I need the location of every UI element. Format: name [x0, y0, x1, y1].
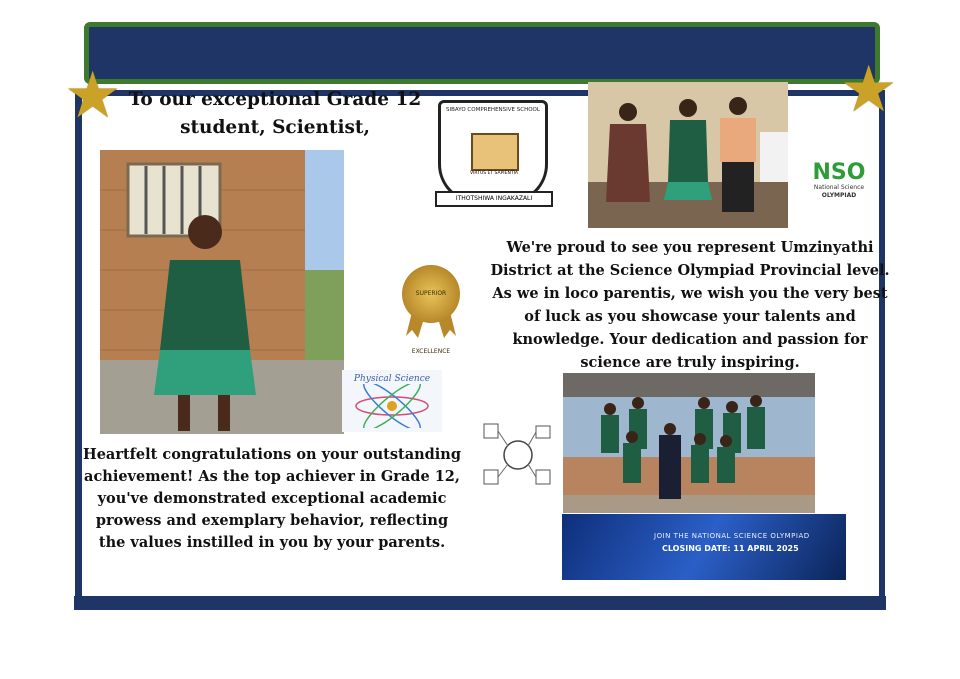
crest-motto: ITHOTSHIWA INGAKAZALI: [435, 191, 553, 207]
olympiad-logo-mark: NSO: [812, 160, 866, 185]
footer-bar: [74, 596, 886, 610]
olympiad-paragraph: We're proud to see you represent Umzinyathi District at the Science Olympiad Provincial level. As we in loco parentis, we wish you the very best of luck as you showcase your talents and knowledge. Your dedication and passion for science are truly inspiring.: [490, 239, 890, 371]
group-photo: [588, 82, 788, 228]
physical-science-label: Physical Science: [353, 374, 431, 384]
star-icon: ★: [840, 53, 898, 127]
book-icon: [471, 133, 519, 171]
banner-closing-date: CLOSING DATE: 11 APRIL 2025: [662, 544, 799, 553]
header-bar: [98, 36, 870, 76]
olympiad-banner: [562, 514, 846, 580]
seal-icon: [402, 265, 460, 355]
seal-text: SUPERIOR EXCELLENCE: [411, 290, 451, 355]
olympiad-logo-line2: OLYMPIAD: [821, 192, 857, 199]
headline: To our exceptional Grade 12 student, Scientist,: [128, 89, 422, 138]
star-icon: ★: [64, 59, 122, 133]
team-photo: [563, 373, 815, 513]
olympiad-logo: [808, 162, 870, 212]
student-photo: [100, 150, 344, 434]
school-crest: [438, 100, 548, 204]
banner-line1: JOIN THE NATIONAL SCIENCE OLYMPIAD: [654, 532, 810, 540]
crest-arc-text: SIBAYO COMPREHENSIVE SCHOOL: [446, 107, 540, 113]
physical-science-graphic: [342, 370, 442, 432]
sketch-icon: [478, 418, 558, 492]
olympiad-logo-line1: National Science: [813, 184, 865, 191]
atom-icon: [342, 384, 442, 428]
crest-latin: VIRTUS ET SAPIENTIA: [470, 171, 518, 176]
congratulations-paragraph: Heartfelt congratulations on your outstanding achievement! As the top achiever in Grade 12, you've demonstrated exceptional academic prowess and exemplary behavior, reflecting the values instilled in you by your parents.: [83, 446, 461, 551]
